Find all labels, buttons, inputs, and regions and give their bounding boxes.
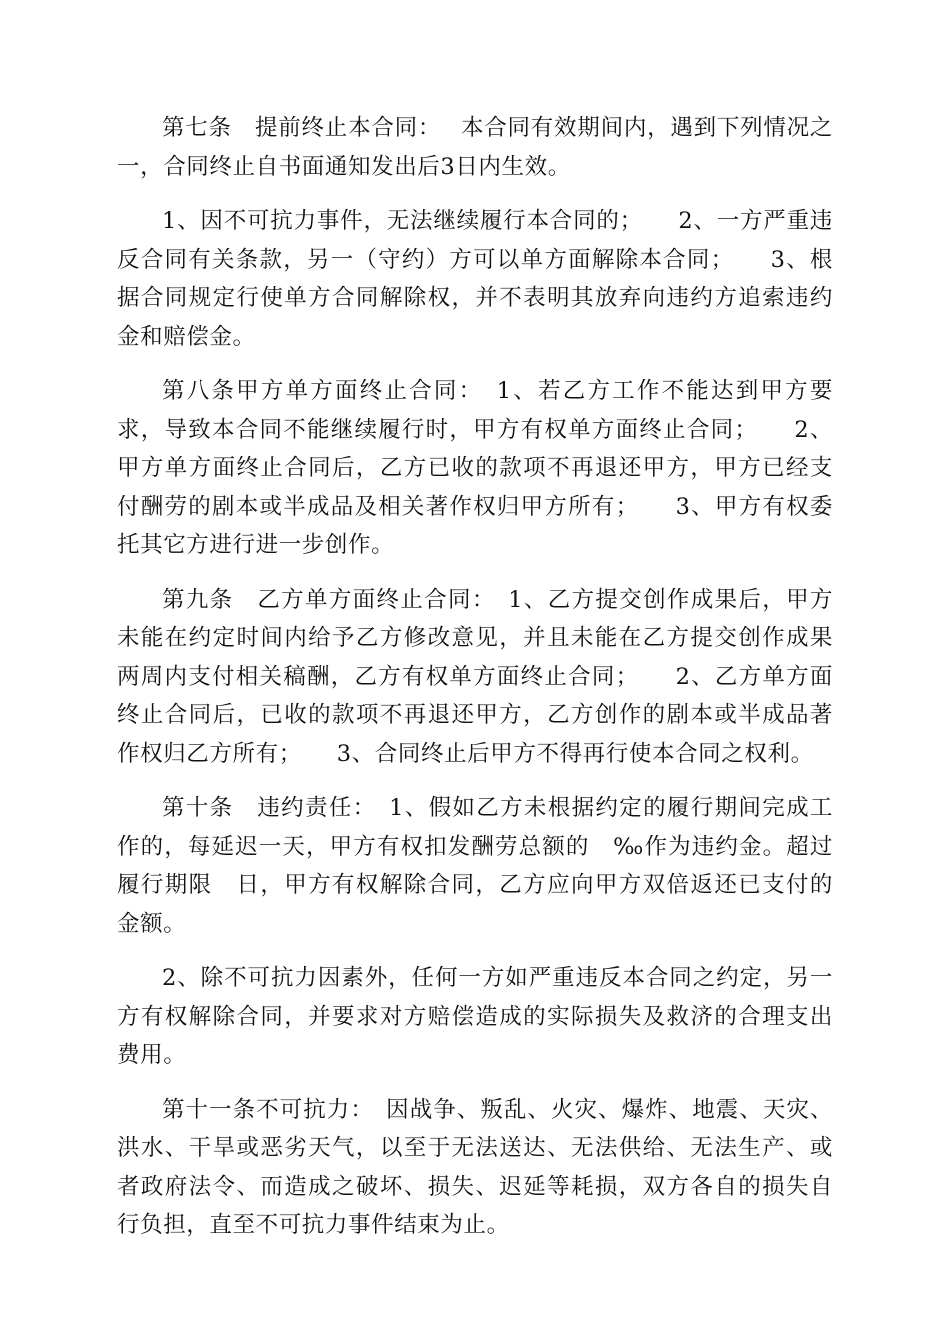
- article-8-paragraph: 第八条甲方单方面终止合同： 1、若乙方工作不能达到甲方要求，导致本合同不能继续履行时，甲方有权单方面终止合同； 2、甲方单方面终止合同后，乙方已收的款项不再退还甲方，甲方已经支付酬劳的剧本或半成品及相关著作权归甲方所有； 3、甲方有权委托其它方进行进一步创作。: [117, 378, 833, 558]
- article-7-items-paragraph: 1、因不可抗力事件，无法继续履行本合同的； 2、一方严重违反合同有关条款，另一（守约）方可以单方面解除本合同； 3、根据合同规定行使单方合同解除权，并不表明其放弃向违约方追索违约金和赔偿金。: [117, 208, 833, 350]
- article-10-paragraph: 第十条 违约责任： 1、假如乙方未根据约定的履行期间完成工作的，每延迟一天，甲方有权扣发酬劳总额的 ‰作为违约金。超过履行期限 日，甲方有权解除合同，乙方应向甲方双倍返还已支付的金额。: [117, 795, 833, 937]
- article-7-paragraph: 第七条 提前终止本合同： 本合同有效期间内，遇到下列情况之一，合同终止自书面通知发出后3日内生效。: [117, 115, 833, 180]
- article-9-paragraph: 第九条 乙方单方面终止合同： 1、乙方提交创作成果后，甲方未能在约定时间内给予乙方修改意见，并且未能在乙方提交创作成果两周内支付相关稿酬，乙方有权单方面终止合同； 2、乙方单方面终止合同后，已收的款项不再退还甲方，乙方创作的剧本或半成品著作权归乙方所有； 3、合同终止后甲方不得再行使本合同之权利。: [117, 586, 833, 767]
- article-11-paragraph: 第十一条不可抗力： 因战争、叛乱、火灾、爆炸、地震、天灾、洪水、干旱或恶劣天气，以至于无法送达、无法供给、无法生产、或者政府法令、而造成之破坏、损失、迟延等耗损，双方各自的损失自行负担，直至不可抗力事件结束为止。: [117, 1096, 833, 1238]
- document-body: [117, 109, 833, 1261]
- article-10-item-2-paragraph: 2、除不可抗力因素外，任何一方如严重违反本合同之约定，另一方有权解除合同，并要求对方赔偿造成的实际损失及救济的合理支出费用。: [117, 965, 833, 1068]
